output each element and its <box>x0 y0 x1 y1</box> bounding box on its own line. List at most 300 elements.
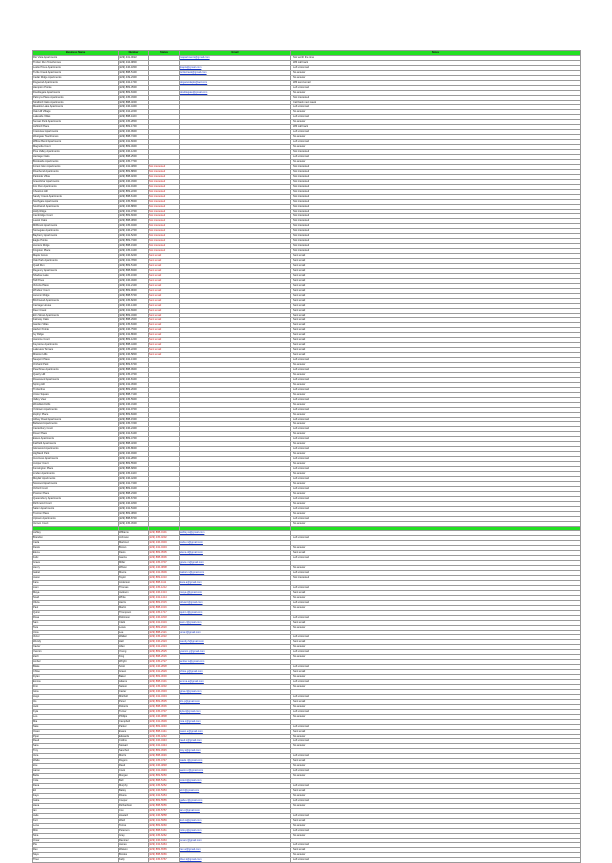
notes-cell[interactable]: Not interested <box>291 164 581 169</box>
notes-cell[interactable]: Not interested <box>291 244 581 249</box>
notes-cell[interactable]: Not interested <box>291 239 581 244</box>
name-cell[interactable]: Newport Place <box>33 358 119 363</box>
name-cell[interactable]: Sam <box>33 620 119 625</box>
email-cell[interactable]: eli.b@gmail.com <box>180 789 291 794</box>
email-cell[interactable]: carla.m@gmail.com <box>180 541 291 546</box>
number-cell[interactable]: Stewart <box>119 744 149 749</box>
email-cell[interactable]: olivia.h@gmail.com <box>180 600 291 605</box>
status-cell[interactable]: (229) 432-2424 <box>149 645 180 650</box>
status-cell[interactable]: Sent email <box>149 318 180 323</box>
notes-cell[interactable]: Sent email <box>291 254 581 259</box>
name-cell[interactable]: Lakeside Villas <box>33 115 119 120</box>
notes-cell[interactable]: Left voicemail <box>291 397 581 402</box>
notes-cell[interactable]: Not interested <box>291 224 581 229</box>
email-cell[interactable]: chloe.g@gmail.com <box>180 670 291 675</box>
notes-cell[interactable]: No answer <box>291 833 581 838</box>
status-cell[interactable]: (229) 888-3131 <box>149 680 180 685</box>
number-cell[interactable]: (229) 435-6300 <box>119 323 149 328</box>
notes-cell[interactable]: No answer <box>291 655 581 660</box>
name-cell[interactable]: Wendy <box>33 640 119 645</box>
number-cell[interactable]: Davis <box>119 551 149 556</box>
number-cell[interactable]: King <box>119 655 149 660</box>
notes-cell[interactable]: Sent email <box>291 338 581 343</box>
notes-cell[interactable]: No answer <box>291 566 581 571</box>
number-cell[interactable]: (229) 888-7100 <box>119 392 149 397</box>
name-cell[interactable]: Lakeview Terrace <box>33 348 119 353</box>
number-cell[interactable]: (229) 883-9100 <box>119 486 149 491</box>
notes-cell[interactable]: No answer <box>291 823 581 828</box>
email-cell[interactable]: cole.b@gmail.com <box>180 779 291 784</box>
name-cell[interactable]: Westgate Townhomes <box>33 135 119 140</box>
status-cell[interactable]: (229) 436-1818 <box>149 615 180 620</box>
email-cell[interactable]: kyla.t@gmail.com <box>180 709 291 714</box>
name-cell[interactable]: Richmond Court <box>33 501 119 506</box>
status-cell[interactable]: (229) 432-0909 <box>149 571 180 576</box>
notes-cell[interactable]: Left voicemail <box>291 813 581 818</box>
name-cell[interactable]: Skye <box>33 853 119 858</box>
number-cell[interactable]: Turner <box>119 709 149 714</box>
number-cell[interactable]: Richardson <box>119 803 149 808</box>
status-cell[interactable]: (229) 436-0303 <box>149 541 180 546</box>
number-cell[interactable]: Johnson <box>119 536 149 541</box>
email-cell[interactable]: wade.r@gmail.com <box>180 759 291 764</box>
name-cell[interactable]: Isabel <box>33 571 119 576</box>
email-cell[interactable]: sam.c@gmail.com <box>180 620 291 625</box>
name-cell[interactable]: Quail Run <box>33 263 119 268</box>
name-cell[interactable]: Crestview Apartments <box>33 130 119 135</box>
number-cell[interactable]: (229) 435-2200 <box>119 348 149 353</box>
name-cell[interactable]: Deer Creek <box>33 308 119 313</box>
name-cell[interactable]: Pia <box>33 843 119 848</box>
notes-cell[interactable]: Left voicemail <box>291 105 581 110</box>
status-cell[interactable]: (229) 888-6666 <box>149 853 180 858</box>
notes-cell[interactable]: Left voicemail <box>291 724 581 729</box>
name-cell[interactable]: Doublegate Apartments <box>33 90 119 95</box>
name-cell[interactable]: Oxford Court <box>33 486 119 491</box>
number-cell[interactable]: Morgan <box>119 774 149 779</box>
status-cell[interactable]: Sent email <box>149 348 180 353</box>
status-cell[interactable]: Not interested <box>149 249 180 254</box>
notes-cell[interactable]: Sent email <box>291 699 581 704</box>
name-cell[interactable]: Gina <box>33 689 119 694</box>
number-cell[interactable]: (229) 435-8200 <box>119 298 149 303</box>
status-cell[interactable]: (229) 888-0101 <box>149 531 180 536</box>
number-cell[interactable]: (229) 435-4100 <box>119 249 149 254</box>
status-cell[interactable]: Not interested <box>149 229 180 234</box>
name-cell[interactable]: Juniper Court <box>33 462 119 467</box>
name-cell[interactable]: Harbor Pointe <box>33 328 119 333</box>
status-cell[interactable]: (229) 435-3232 <box>149 684 180 689</box>
name-cell[interactable]: Birchwood Apartments <box>33 298 119 303</box>
name-cell[interactable]: Fox Run Apartments <box>33 184 119 189</box>
number-cell[interactable]: (229) 888-2300 <box>119 491 149 496</box>
number-cell[interactable]: Morris <box>119 754 149 759</box>
email-cell[interactable]: dogwoodapts@aol.com <box>180 80 291 85</box>
notes-cell[interactable]: No answer <box>291 744 581 749</box>
number-cell[interactable]: Torres <box>119 823 149 828</box>
notes-cell[interactable]: Left voicemail <box>291 615 581 620</box>
notes-cell[interactable]: Left voicemail <box>291 556 581 561</box>
notes-cell[interactable]: Left voicemail <box>291 427 581 432</box>
number-cell[interactable]: (229) 435-6700 <box>119 496 149 501</box>
name-cell[interactable]: Rosa <box>33 615 119 620</box>
name-cell[interactable]: Kara <box>33 580 119 585</box>
notes-cell[interactable]: Left voicemail <box>291 516 581 521</box>
notes-cell[interactable]: Sent email <box>291 318 581 323</box>
name-cell[interactable]: Ivy Ridge <box>33 333 119 338</box>
email-cell[interactable]: quinn.t@gmail.com <box>180 610 291 615</box>
email-cell[interactable]: rvapartments@gmail.com <box>180 55 291 60</box>
status-cell[interactable]: (229) 888-2121 <box>149 630 180 635</box>
name-cell[interactable]: Timber Run Townhomes <box>33 60 119 65</box>
name-cell[interactable]: Salem Apartments <box>33 506 119 511</box>
name-cell[interactable]: Olivia <box>33 600 119 605</box>
number-cell[interactable]: Mitchell <box>119 694 149 699</box>
number-cell[interactable]: Brooks <box>119 853 149 858</box>
notes-cell[interactable]: Sent email <box>291 298 581 303</box>
notes-cell[interactable]: Left voicemail <box>291 828 581 833</box>
email-cell[interactable]: lpapts@gmail.com <box>180 65 291 70</box>
notes-cell[interactable]: No answer <box>291 675 581 680</box>
status-cell[interactable]: (229) 888-0606 <box>149 556 180 561</box>
number-cell[interactable]: (229) 435-1100 <box>119 472 149 477</box>
number-cell[interactable]: Baker <box>119 675 149 680</box>
name-cell[interactable]: Ashford Place <box>33 125 119 130</box>
name-cell[interactable]: Highland Park <box>33 452 119 457</box>
name-cell[interactable]: Eagle Pointe <box>33 239 119 244</box>
name-cell[interactable]: Kensington Place <box>33 467 119 472</box>
number-cell[interactable]: (229) 883-4900 <box>119 145 149 150</box>
notes-cell[interactable]: No answer <box>291 511 581 516</box>
notes-cell[interactable]: Will call back <box>291 125 581 130</box>
status-cell[interactable]: (229) 883-2525 <box>149 650 180 655</box>
number-cell[interactable]: Ward <box>119 818 149 823</box>
number-cell[interactable]: (229) 432-4500 <box>119 382 149 387</box>
notes-cell[interactable]: Sent email <box>291 343 581 348</box>
name-cell[interactable]: Hunters Ridge <box>33 244 119 249</box>
number-cell[interactable]: Hall <box>119 640 149 645</box>
number-cell[interactable]: (229) 435-5500 <box>119 199 149 204</box>
number-cell[interactable]: (229) 432-3700 <box>119 209 149 214</box>
status-cell[interactable]: (229) 435-0707 <box>149 561 180 566</box>
status-cell[interactable]: (229) 888-2626 <box>149 655 180 660</box>
number-cell[interactable]: Jackson <box>119 590 149 595</box>
name-cell[interactable]: Eli <box>33 789 119 794</box>
number-cell[interactable]: Williams <box>119 531 149 536</box>
status-cell[interactable]: Not interested <box>149 174 180 179</box>
number-cell[interactable]: Collins <box>119 739 149 744</box>
name-cell[interactable]: Heritage Oaks <box>33 155 119 160</box>
status-cell[interactable]: (229) 432-2929 <box>149 670 180 675</box>
name-cell[interactable]: Gabe <box>33 798 119 803</box>
status-cell[interactable]: (229) 888-4141 <box>149 729 180 734</box>
notes-cell[interactable]: Sent email <box>291 333 581 338</box>
name-cell[interactable]: Xavier <box>33 645 119 650</box>
status-cell[interactable]: (229) 436-3333 <box>149 689 180 694</box>
status-cell[interactable]: (229) 883-2020 <box>149 625 180 630</box>
notes-cell[interactable]: Left voicemail <box>291 65 581 70</box>
notes-cell[interactable]: Not interested <box>291 219 581 224</box>
status-cell[interactable]: (229) 432-4949 <box>149 769 180 774</box>
name-cell[interactable]: Yorktown Apartments <box>33 407 119 412</box>
name-cell[interactable]: Cedar Ridge Apartments <box>33 75 119 80</box>
number-cell[interactable]: (229) 446-1800 <box>119 65 149 70</box>
notes-cell[interactable]: Left voicemail <box>291 496 581 501</box>
status-cell[interactable]: (229) 883-1010 <box>149 576 180 581</box>
notes-cell[interactable]: Left voicemail <box>291 155 581 160</box>
notes-cell[interactable]: Sent email <box>291 268 581 273</box>
name-cell[interactable]: Uma <box>33 630 119 635</box>
number-cell[interactable]: Thomas <box>119 585 149 590</box>
number-cell[interactable]: (229) 432-2100 <box>119 283 149 288</box>
name-cell[interactable]: Aaron <box>33 769 119 774</box>
status-cell[interactable]: (229) 435-1212 <box>149 585 180 590</box>
email-cell[interactable]: aaron.c@gmail.com <box>180 769 291 774</box>
name-cell[interactable]: Dylan <box>33 675 119 680</box>
number-cell[interactable]: (229) 883-2600 <box>119 387 149 392</box>
notes-cell[interactable]: Will call back <box>291 60 581 65</box>
notes-cell[interactable]: Left voicemail <box>291 387 581 392</box>
status-cell[interactable]: Not interested <box>149 184 180 189</box>
status-cell[interactable]: (229) 432-0404 <box>149 546 180 551</box>
status-cell[interactable]: (229) 888-6161 <box>149 828 180 833</box>
number-cell[interactable]: White <box>119 595 149 600</box>
name-cell[interactable]: Rex <box>33 848 119 853</box>
notes-cell[interactable]: No answer <box>291 159 581 164</box>
number-cell[interactable]: Harris <box>119 600 149 605</box>
status-cell[interactable]: (229) 436-4343 <box>149 739 180 744</box>
notes-cell[interactable]: Not interested <box>291 576 581 581</box>
status-cell[interactable]: (229) 432-1919 <box>149 620 180 625</box>
status-cell[interactable]: Sent email <box>149 338 180 343</box>
name-cell[interactable]: Grace <box>33 561 119 566</box>
number-cell[interactable]: (229) 883-9600 <box>119 288 149 293</box>
name-cell[interactable]: Preston Place <box>33 491 119 496</box>
status-cell[interactable]: (229) 432-1414 <box>149 595 180 600</box>
name-cell[interactable]: Trenton Place <box>33 511 119 516</box>
name-cell[interactable]: Union Square <box>33 392 119 397</box>
name-cell[interactable]: Linden Apartments <box>33 472 119 477</box>
notes-cell[interactable]: Not interested <box>291 174 581 179</box>
notes-cell[interactable]: Sent email <box>291 640 581 645</box>
number-cell[interactable]: Brown <box>119 546 149 551</box>
name-cell[interactable]: Kurt <box>33 818 119 823</box>
notes-cell[interactable]: Not interested <box>291 234 581 239</box>
name-cell[interactable]: Pine Valley Apartments <box>33 150 119 155</box>
number-cell[interactable]: (229) 436-6200 <box>119 254 149 259</box>
status-cell[interactable]: (229) 436-5353 <box>149 789 180 794</box>
status-cell[interactable]: (229) 436-3838 <box>149 714 180 719</box>
name-cell[interactable]: Maple Grove <box>33 254 119 259</box>
number-cell[interactable]: (229) 435-3700 <box>119 372 149 377</box>
name-cell[interactable]: Owen <box>33 729 119 734</box>
notes-cell[interactable]: Left voicemail <box>291 600 581 605</box>
name-cell[interactable]: Liam <box>33 585 119 590</box>
notes-cell[interactable]: No answer <box>291 392 581 397</box>
notes-cell[interactable]: No answer <box>291 734 581 739</box>
notes-cell[interactable]: No answer <box>291 491 581 496</box>
status-cell[interactable]: Sent email <box>149 293 180 298</box>
column-header-notes[interactable]: Notes <box>291 51 581 56</box>
number-cell[interactable]: (229) 883-3400 <box>119 313 149 318</box>
name-cell[interactable]: Magnolia Court <box>33 145 119 150</box>
status-cell[interactable]: Not interested <box>149 199 180 204</box>
name-cell[interactable]: Millbrook Apartments <box>33 224 119 229</box>
name-cell[interactable]: Sunset Park Apartments <box>33 120 119 125</box>
notes-cell[interactable]: Left voicemail <box>291 457 581 462</box>
notes-cell[interactable]: No answer <box>291 521 581 526</box>
notes-cell[interactable]: Call back next week <box>291 100 581 105</box>
name-cell[interactable]: Mia <box>33 719 119 724</box>
number-cell[interactable]: Garcia <box>119 556 149 561</box>
number-cell[interactable]: (229) 436-1200 <box>119 150 149 155</box>
name-cell[interactable]: Troy <box>33 749 119 754</box>
name-cell[interactable]: Holly Ridge <box>33 209 119 214</box>
name-cell[interactable]: Yasmin <box>33 650 119 655</box>
name-cell[interactable]: Rio Vista Apartments <box>33 55 119 60</box>
notes-cell[interactable]: Left voicemail <box>291 798 581 803</box>
notes-cell[interactable]: Left voicemail <box>291 407 581 412</box>
name-cell[interactable]: Omar <box>33 838 119 843</box>
number-cell[interactable]: (229) 435-9400 <box>119 224 149 229</box>
number-cell[interactable]: (229) 888-2900 <box>119 318 149 323</box>
number-cell[interactable]: (229) 883-7300 <box>119 239 149 244</box>
notes-cell[interactable]: Sent email <box>291 263 581 268</box>
notes-cell[interactable]: No answer <box>291 714 581 719</box>
name-cell[interactable]: Hana <box>33 803 119 808</box>
status-cell[interactable]: (229) 436-5858 <box>149 813 180 818</box>
name-cell[interactable]: Timberline <box>33 387 119 392</box>
status-cell[interactable]: (229) 883-3030 <box>149 675 180 680</box>
number-cell[interactable]: (229) 888-4000 <box>119 100 149 105</box>
name-cell[interactable]: Stratford Oaks Apartments <box>33 100 119 105</box>
number-cell[interactable]: Edwards <box>119 734 149 739</box>
name-cell[interactable]: Chloe <box>33 670 119 675</box>
number-cell[interactable]: (229) 436-4200 <box>119 476 149 481</box>
number-cell[interactable]: (229) 432-9700 <box>119 407 149 412</box>
name-cell[interactable]: Northgate Apartments <box>33 199 119 204</box>
notes-cell[interactable]: Left voicemail <box>291 843 581 848</box>
number-cell[interactable]: Ramirez <box>119 838 149 843</box>
number-cell[interactable]: Peterson <box>119 828 149 833</box>
notes-cell[interactable]: Sent email <box>291 759 581 764</box>
email-cell[interactable]: theo.k@gmail.com <box>180 858 291 863</box>
number-cell[interactable]: (229) 434-2200 <box>119 110 149 115</box>
name-cell[interactable]: Cambridge Court <box>33 214 119 219</box>
status-cell[interactable]: (229) 883-4040 <box>149 724 180 729</box>
notes-cell[interactable]: Sent email <box>291 273 581 278</box>
notes-cell[interactable]: Left voicemail <box>291 377 581 382</box>
notes-cell[interactable]: No answer <box>291 110 581 115</box>
name-cell[interactable]: Canterbury Court <box>33 427 119 432</box>
number-cell[interactable]: (229) 436-2400 <box>119 427 149 432</box>
number-cell[interactable]: Nelson <box>119 684 149 689</box>
status-cell[interactable]: Not interested <box>149 214 180 219</box>
notes-cell[interactable]: Not interested <box>291 184 581 189</box>
name-cell[interactable]: Greenbriar Apartments <box>33 179 119 184</box>
number-cell[interactable]: (229) 888-8700 <box>119 516 149 521</box>
notes-cell[interactable]: No answer <box>291 75 581 80</box>
status-cell[interactable]: Sent email <box>149 273 180 278</box>
email-cell[interactable]: wendy.h@gmail.com <box>180 640 291 645</box>
name-cell[interactable]: Nate <box>33 724 119 729</box>
name-cell[interactable]: Iris <box>33 699 119 704</box>
status-cell[interactable]: Not interested <box>149 234 180 239</box>
number-cell[interactable]: (229) 432-2800 <box>119 457 149 462</box>
name-cell[interactable]: Kingston Place <box>33 249 119 254</box>
notes-cell[interactable]: No answer <box>291 546 581 551</box>
status-cell[interactable]: Not interested <box>149 169 180 174</box>
number-cell[interactable]: (229) 435-3300 <box>119 95 149 100</box>
number-cell[interactable]: (229) 432-7400 <box>119 481 149 486</box>
notes-cell[interactable]: No answer <box>291 442 581 447</box>
notes-cell[interactable]: No answer <box>291 135 581 140</box>
email-cell[interactable]: uma.l@gmail.com <box>180 630 291 635</box>
number-cell[interactable]: (229) 432-7800 <box>119 259 149 264</box>
number-cell[interactable]: (229) 883-6700 <box>119 363 149 368</box>
status-cell[interactable]: (229) 432-3434 <box>149 694 180 699</box>
status-cell[interactable]: (229) 436-6363 <box>149 838 180 843</box>
notes-cell[interactable]: Left voicemail <box>291 85 581 90</box>
email-cell[interactable]: gina.c@gmail.com <box>180 689 291 694</box>
notes-cell[interactable]: Left voicemail <box>291 467 581 472</box>
name-cell[interactable]: Laurel Oaks <box>33 219 119 224</box>
number-cell[interactable]: Robinson <box>119 615 149 620</box>
number-cell[interactable]: Taylor <box>119 576 149 581</box>
name-cell[interactable]: Maya <box>33 590 119 595</box>
number-cell[interactable]: (229) 888-1900 <box>119 244 149 249</box>
notes-cell[interactable]: Left voicemail <box>291 585 581 590</box>
email-cell[interactable]: reed.c@gmail.com <box>180 739 291 744</box>
name-cell[interactable]: Bellwood Apartments <box>33 422 119 427</box>
notes-cell[interactable]: Left voicemail <box>291 140 581 145</box>
email-cell[interactable]: isabel.m@gmail.com <box>180 571 291 576</box>
number-cell[interactable]: (229) 432-1300 <box>119 358 149 363</box>
status-cell[interactable]: Not interested <box>149 164 180 169</box>
notes-cell[interactable]: Not interested <box>291 214 581 219</box>
number-cell[interactable]: (229) 888-3200 <box>119 442 149 447</box>
name-cell[interactable]: Oak Hill Village <box>33 110 119 115</box>
number-cell[interactable]: (229) 432-6900 <box>119 308 149 313</box>
number-cell[interactable]: Lewis <box>119 625 149 630</box>
status-cell[interactable]: (229) 883-5050 <box>149 774 180 779</box>
name-cell[interactable]: Leslie Pines Apartments <box>33 65 119 70</box>
notes-cell[interactable]: Left voicemail <box>291 447 581 452</box>
name-cell[interactable]: Glenwood Apartments <box>33 447 119 452</box>
email-cell[interactable]: turtlecreek@gmail.com <box>180 70 291 75</box>
number-cell[interactable]: (229) 436-4900 <box>119 278 149 283</box>
name-cell[interactable]: Milo <box>33 828 119 833</box>
number-cell[interactable]: (229) 436-2700 <box>119 229 149 234</box>
notes-cell[interactable]: Left voicemail <box>291 437 581 442</box>
name-cell[interactable]: Wade <box>33 759 119 764</box>
notes-cell[interactable]: Not interested <box>291 194 581 199</box>
notes-cell[interactable]: Left voicemail <box>291 536 581 541</box>
notes-cell[interactable]: No answer <box>291 625 581 630</box>
name-cell[interactable]: Zephyr Place <box>33 412 119 417</box>
email-cell[interactable]: milo.p@gmail.com <box>180 828 291 833</box>
name-cell[interactable]: Nina <box>33 833 119 838</box>
name-cell[interactable]: Brookside Apartments <box>33 159 119 164</box>
status-cell[interactable]: (229) 436-1313 <box>149 590 180 595</box>
email-cell[interactable]: amber.w@gmail.com <box>180 660 291 665</box>
number-cell[interactable]: (229) 888-3800 <box>119 219 149 224</box>
status-cell[interactable]: Not interested <box>149 194 180 199</box>
number-cell[interactable]: (229) 432-1700 <box>119 80 149 85</box>
name-cell[interactable]: Palmyra Place Apartments <box>33 95 119 100</box>
number-cell[interactable]: Roberts <box>119 704 149 709</box>
name-cell[interactable]: Zoe <box>33 764 119 769</box>
